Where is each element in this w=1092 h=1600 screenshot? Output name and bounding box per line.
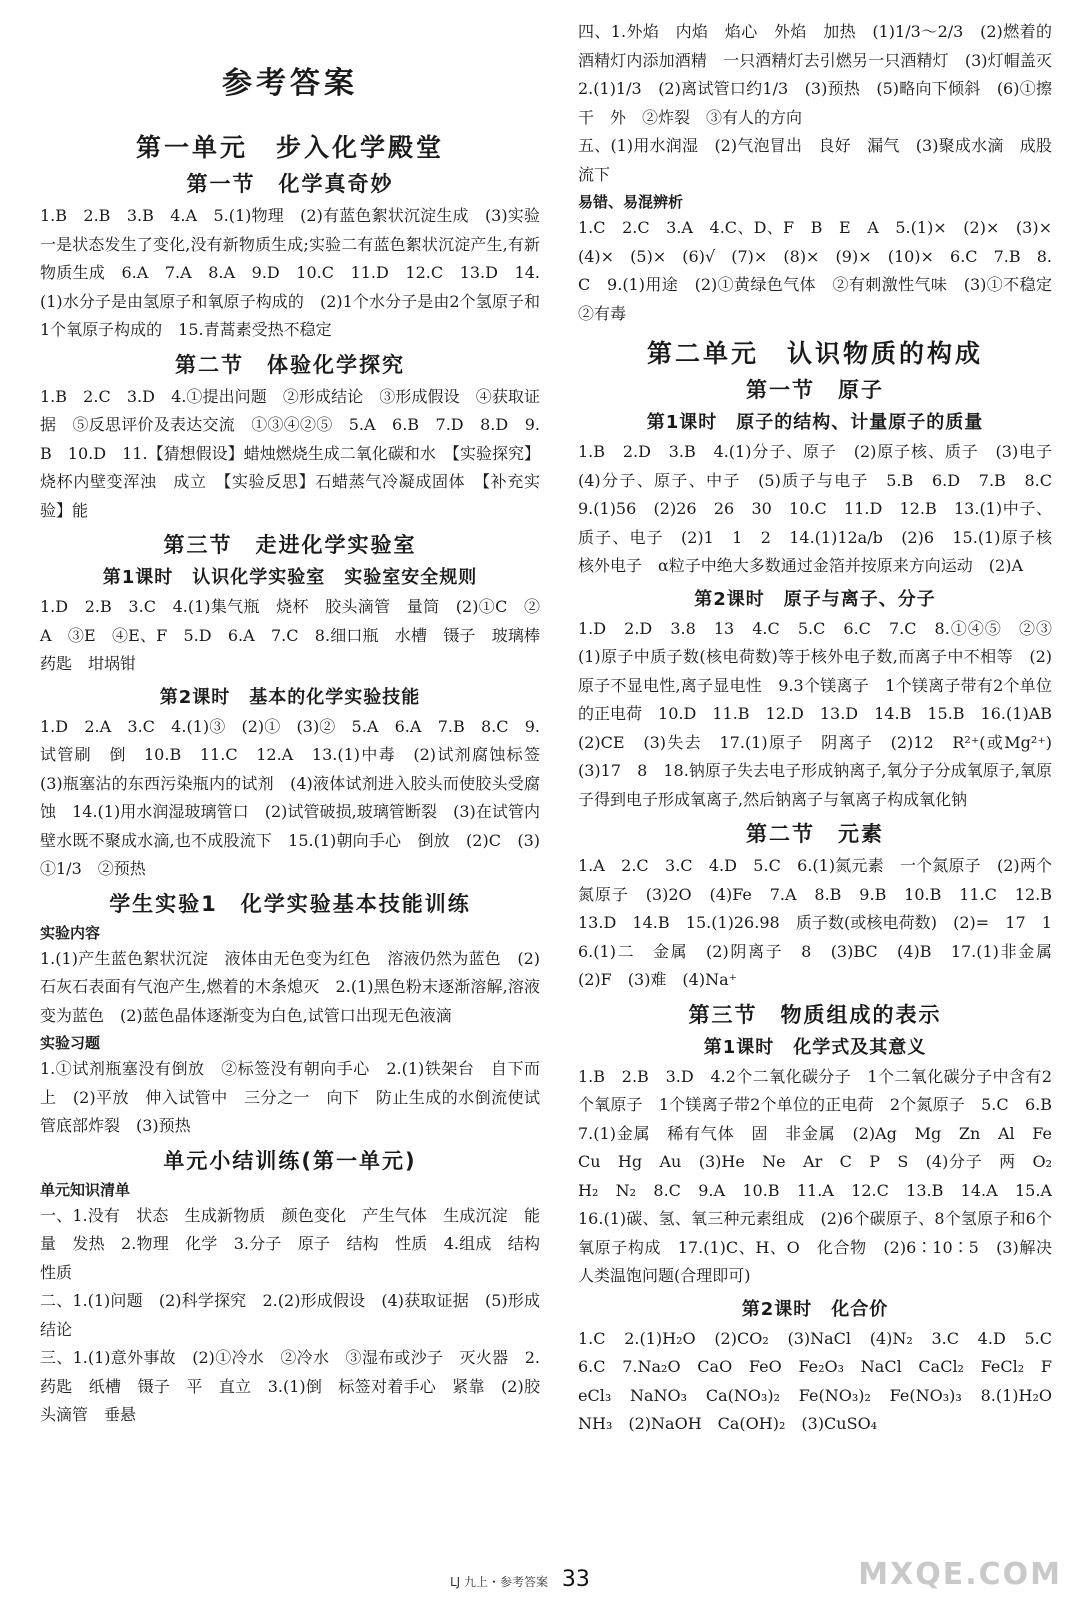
section-2-answers: 1.B 2.C 3.D 4.①提出问题 ②形成结论 ③形成假设 ④获取证据 ⑤反思评价及表达交流 ①③④②⑤ 5.A 6.B 7.D 8.D 9.B 10.D 11.【猜想假设】蜡烛燃烧生成二氧化碳和水 【实验探究】烧杯内壁变浑浊 成立 【实验反思】石蜡蒸气冷凝成固体 【补充实验】能 <box>40 386 540 520</box>
error-prone-label: 易错、易混辨析 <box>578 193 684 211</box>
unit-2-section-2-answers: 1.A 2.C 3.C 4.D 5.C 6.(1)氮元素 一个氮原子 (2)两个氮原子 (3)2O (4)Fe 7.A 8.B 9.B 10.B 11.C 12.B 13.D 14.B 15.(1)26.98 质子数(或核电荷数) (2)= 17 16.(1)二 金属 (2)阴离子 8 (3)BC (4)B 17.(1)非金属 (2)F (3)难 (4)Na⁺ <box>578 856 1069 989</box>
unit-summary-part-1: 一、1.没有 状态 生成新物质 颜色变化 产生气体 生成沉淀 能量 发热 2.物理 化学 3.分子 原子 结构 性质 4.组成 结构 性质 <box>40 1205 557 1282</box>
unit-2-section-1-lesson-1-title: 第1课时 原子的结构、计量原子的质量 <box>646 412 984 433</box>
unit-2-section-2-title: 第二节 元素 <box>746 822 884 846</box>
unit-2-section-3-title: 第三节 物质组成的表示 <box>688 1002 942 1027</box>
unit-2-section-1-lesson-2-answers: 1.D 2.D 3.8 13 4.C 5.C 6.C 7.C 8.①④⑤ ②③ (1)原子中质子数(核电荷数)等于核外电子数,而离子中不相等 (2)原子不显电性,离子显电性 9.3个镁离子 1个镁离子带有2个单位的正电荷 10.D 11.B 12.D 13.D 14.B 15.B 16.(1)AB (2)CE (3)失去 17.(1)原子 阴离子 (2)12 R²⁺(或Mg²⁺) (3)17 8 18.钠原子失去电子形成钠离子,氧分子分成氧原子,氧原子得到电子形成氧离子,然后钠离子与氧离子构成氧化钠 <box>578 618 1069 809</box>
experiment-exercise-answers: 1.①试剂瓶塞没有倒放 ②标签没有朝向手心 2.(1)铁架台 自下而上 (2)平放 伸入试管中 三分之一 向下 防止生成的水倒流使试管底部炸裂 (3)预热 <box>40 1059 540 1135</box>
right-column <box>578 18 1069 1439</box>
page-number: 33 <box>561 1567 590 1592</box>
unit-2-section-3-lesson-2-title: 第2课时 化合价 <box>741 1298 889 1320</box>
section-1-answers: 1.B 2.B 3.B 4.A 5.(1)物理 (2)有蓝色絮状沉淀生成 (3)实验一是状态发生了变化,没有新物质生成;实验二有蓝色絮状沉淀产生,有新物质生成 6.A 7.A 8.A 9.D 10.C 11.D 12.C 13.D 14.(1)水分子是由氢原子和氧原子构成的 (2)1个水分子是由2个氢原子和1个氧原子构成的 15.青蒿素受热不稳定 <box>40 206 540 339</box>
unit-2-section-1-lesson-2-title: 第2课时 原子与离子、分子 <box>694 588 936 610</box>
unit-summary-part-2: 二、1.(1)问题 (2)科学探究 2.(2)形成假设 (4)获取证据 (5)形成结论 <box>40 1291 540 1339</box>
unit-2-section-3-lesson-1-answers: 1.B 2.B 3.D 4.2个二氧化碳分子 1个二氧化碳分子中含有2个氧原子 1个镁离子带2个单位的正电荷 2个氮原子 5.C 6.B 7.(1)金属 稀有气体 固 非金属 (2)Ag Mg Zn Al Fe Cu Hg Au (3)He Ne Ar C P S (4)分子 两 O₂ H₂ N₂ 8.C 9.A 10.B 11.A 12.C 13.B 14.A 15.A 16.(1)碳、氢、氧三种元素组成 (2)6个碳原子、8个氢原子和6个氧原子构成 17.(1)C、H、O 化合物 (2)6∶10∶5 (3)解决人类温饱问题(合理即可) <box>578 1066 1069 1285</box>
watermark: MXQE.COM <box>858 1557 1062 1592</box>
edition-label: LJ 九上・参考答案 <box>450 1575 549 1589</box>
error-prone-answers: 1.C 2.C 3.A 4.C、D、F B E A 5.(1)× (2)× (3)× (4)× (5)× (6)√ (7)× (8)× (9)× (10)× 6.C 7.B 8.C 9.(1)用途 (2)①黄绿色气体 ②有刺激性气味 (3)①不稳定 ②有毒 <box>578 218 1069 323</box>
section-3-lesson-2-title: 第2课时 基本的化学实验技能 <box>159 686 421 708</box>
unit-2-section-1-lesson-1-answers: 1.B 2.D 3.B 4.(1)分子、原子 (2)原子核、质子 (3)电子 (4)分子、原子、中子 (5)质子与电子 5.B 6.D 7.B 8.C 9.(1)56 (2)26 26 30 10.C 11.D 12.B 13.(1)中子、质子、电子 (2)1 1 2 14.(1)12a/b (2)6 15.(1)原子核 核外电子 α粒子中绝大多数通过金箔并按原来方向运动 (2)A <box>578 442 1069 575</box>
summary-part-4: 四、1.外焰 内焰 焰心 外焰 加热 (1)1/3～2/3 (2)燃着的酒精灯内添加酒精 一只酒精灯去引燃另一只酒精灯 (3)灯帽盖灭 2.(1)1/3 (2)离试管口约1/3 (3)预热 (5)略向下倾斜 (6)①擦干 外 ②炸裂 ③有人的方向 <box>578 22 1069 127</box>
page-footer <box>450 1567 750 1592</box>
page-title: 参考答案 <box>222 66 358 101</box>
unit-summary-part-3: 三、1.(1)意外事故 (2)①冷水 ②冷水 ③湿布或沙子 灭火器 2.药匙 纸槽 镊子 平 直立 3.(1)倒 标签对着手心 紧靠 (2)胶头滴管 垂悬 <box>40 1348 540 1424</box>
left-column <box>40 20 557 1430</box>
experiment-content-answers: 1.(1)产生蓝色絮状沉淀 液体由无色变为红色 溶液仍然为蓝色 (2)石灰石表面有气泡产生,燃着的木条熄灭 2.(1)黑色粉末逐渐溶解,溶液变为蓝色 (2)蓝色晶体逐渐变为白色,试管口出现无色液滴 <box>40 948 540 1025</box>
section-3-title: 第三节 走进化学实验室 <box>163 533 417 557</box>
section-1-title: 第一节 化学真奇妙 <box>186 172 394 196</box>
unit-summary-title: 单元小结训练(第一单元) <box>163 1148 417 1173</box>
unit-2-section-1-title: 第一节 原子 <box>746 378 884 402</box>
experiment-exercise-label: 实验习题 <box>40 1034 101 1052</box>
unit-knowledge-label: 单元知识清单 <box>40 1180 131 1199</box>
section-3-lesson-1-answers: 1.D 2.B 3.C 4.(1)集气瓶 烧杯 胶头滴管 量筒 (2)①C ②A ③E ④E、F 5.D 6.A 7.C 8.细口瓶 水槽 镊子 玻璃棒 药匙 坩埚钳 <box>40 597 557 673</box>
unit-1-title: 第一单元 步入化学殿堂 <box>135 133 444 162</box>
summary-part-5: 五、(1)用水润湿 (2)气泡冒出 良好 漏气 (3)聚成水滴 成股流下 <box>578 136 1052 184</box>
experiment-content-label: 实验内容 <box>40 923 101 942</box>
unit-2-section-3-lesson-2-answers: 1.C 2.(1)H₂O (2)CO₂ (3)NaCl (4)N₂ 3.C 4.D 5.C 6.C 7.Na₂O CaO FeO Fe₂O₃ NaCl CaCl₂ FeCl₂ FeCl₃ NaNO₃ Ca(NO₃)₂ Fe(NO₃)₂ Fe(NO₃)₃ 8.(1)H₂O NH₃ (2)NaOH Ca(OH)₂ (3)CuSO₄ <box>578 1328 1069 1433</box>
section-2-title: 第二节 体验化学探究 <box>175 352 405 377</box>
unit-2-title: 第二单元 认识物质的构成 <box>646 339 983 368</box>
section-3-lesson-1-title: 第1课时 认识化学实验室 实验室安全规则 <box>102 567 478 588</box>
unit-2-section-3-lesson-1-title: 第1课时 化学式及其意义 <box>703 1036 927 1058</box>
experiment-1-title: 学生实验1 化学实验基本技能训练 <box>109 891 471 916</box>
section-3-lesson-2-answers: 1.D 2.A 3.C 4.(1)③ (2)① (3)② 5.A 6.A 7.B 8.C 9.试管刷 倒 10.B 11.C 12.A 13.(1)中毒 (2)试剂腐蚀标签 (3)瓶塞沾的东西污染瓶内的试剂 (4)液体试剂进入胶头而使胶头受腐蚀 14.(1)用水润湿玻璃管口 (2)试管破损,玻璃管断裂 (3)在试管内壁水既不聚成水滴,也不成股流下 15.(1)朝向手心 倒放 (2)C (3)①1/3 ②预热 <box>40 716 557 878</box>
